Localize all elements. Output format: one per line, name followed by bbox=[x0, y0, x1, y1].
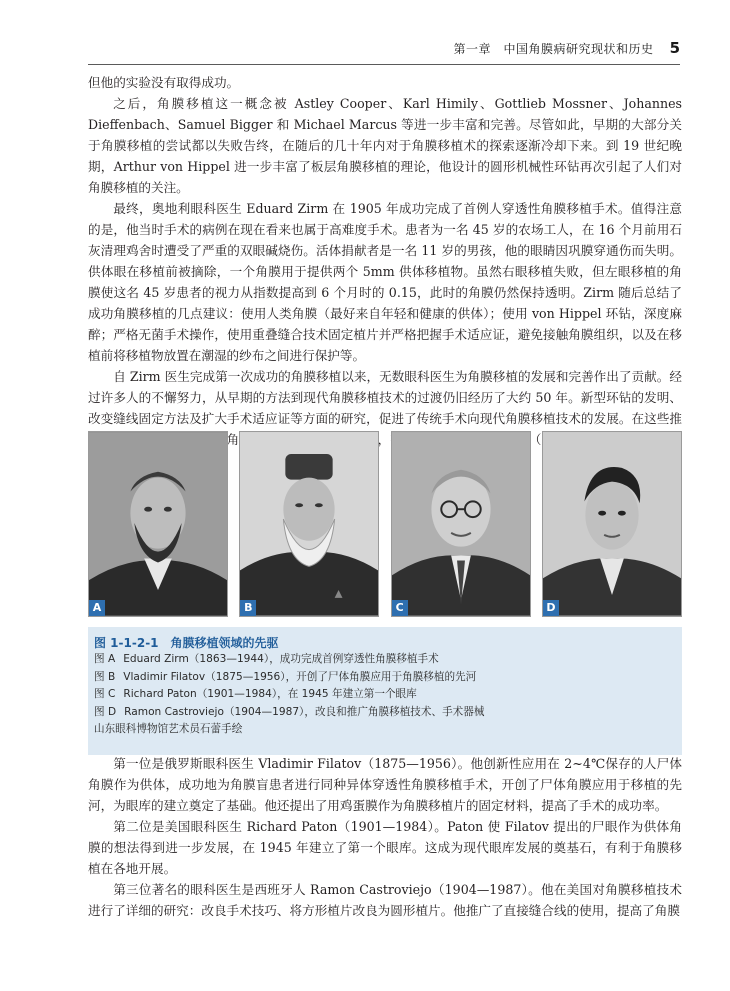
paragraph: 第一位是俄罗斯眼科医生 Vladimir Filatov（1875—1956）。他创新性应用在 2~4℃保存的人尸体角膜作为供体，成功地为角膜盲患者进行同种异体穿透性角膜移植手术，开创了尸体角膜应用于移植的先河，为眼库的建立奠定了基础。他还提出了用鸡蛋膜作为角膜移植片的固定材料，提高了手术的成功率。 bbox=[88, 756, 682, 813]
page-number: 5 bbox=[669, 39, 680, 57]
caption-key: 图 B bbox=[94, 670, 116, 683]
figure-title: 角膜移植领域的先驱 bbox=[170, 635, 279, 650]
photo-label-b: B bbox=[240, 600, 256, 616]
body-text-top bbox=[88, 72, 682, 450]
caption-key: 图 D bbox=[94, 705, 117, 718]
body-text-bottom bbox=[88, 753, 682, 921]
caption-text: Richard Paton（1901—1984），在 1945 年建立第一个眼库 bbox=[123, 688, 417, 701]
caption-line bbox=[94, 704, 672, 722]
photo-label-a: A bbox=[89, 600, 105, 616]
figure-photos bbox=[88, 431, 682, 617]
paragraph: 第三位著名的眼科医生是西班牙人 Ramon Castroviejo（1904—1987）。他在美国对角膜移植技术进行了详细的研究：改良手术技巧、将方形植片改良为圆形植片。他推广了直接缝合线的使用，提高了角膜 bbox=[88, 882, 682, 918]
running-header bbox=[0, 0, 730, 72]
photo-label-c: C bbox=[392, 600, 408, 616]
caption-line bbox=[94, 651, 672, 669]
paragraph: 但他的实验没有取得成功。 bbox=[88, 75, 240, 90]
figure-number: 图 1-1-2-1 bbox=[94, 635, 159, 650]
photo-label-d: D bbox=[543, 600, 559, 616]
paragraph: 自 Zirm 医生完成第一次成功的角膜移植以来，无数眼科医生为角膜移植的发展和完善作出了贡献。经过许多人的不懈努力，从早期的方法到现代角膜移植技术的过渡仍旧经历了大约 50 年。新型环钻的发明、改变缝线固定方法及扩大手术适应证等方面的研究，促进了传统手术向现代角膜移植技术的发展。在这些推 代角膜 中，有 提（图 bbox=[88, 369, 682, 447]
portrait-a bbox=[88, 431, 228, 617]
chapter-title: 第一章 中国角膜病研究现状和历史 bbox=[453, 41, 654, 56]
portrait-b bbox=[239, 431, 379, 617]
caption-text: Vladimir Filatov（1875—1956），开创了尸体角膜应用于角膜移植的先河 bbox=[123, 670, 477, 683]
portrait-c-drawing bbox=[392, 432, 530, 616]
caption-line bbox=[94, 686, 672, 704]
caption-line bbox=[94, 669, 672, 687]
caption-credit: 山东眼科博物馆艺术员石蕾手绘 bbox=[94, 723, 243, 736]
caption-key: 图 C bbox=[94, 688, 116, 701]
caption-text: Eduard Zirm（1863—1944），成功完成首例穿透性角膜移植手术 bbox=[123, 653, 439, 665]
paragraph: 最终，奥地利眼科医生 Eduard Zirm 在 1905 年成功完成了首例人穿透性角膜移植手术。值得注意的是，他当时手术的病例在现在看来也属于高难度手术。患者为一名 45 岁的农场工人，在 16 个月前用石灰清理鸡舍时遭受了严重的双眼碱烧伤。活体捐献者是一名 11 岁的男孩，他的眼睛因巩膜穿通伤而失明。供体眼在移植前被摘除，一个角膜用于提供两个 5mm 供体移植物。虽然右眼移植失败，但左眼移植的角膜使这名 45 岁患者的视力从指数提高到 6 个月时的 0.15，此时的角膜仍然保持透明。Zirm 随后总结了成功角膜移植的几点建议：使用人类角膜（最好来自年轻和健康的供体）；使用 von Hippel 环钻，深度麻醉；严格无菌手术操作，使用重叠缝合技术固定植片并严格把握手术适应证，避免接触角膜组织，以及在移植前将移植物放置在潮湿的纱布之间进行保护等。 bbox=[88, 201, 682, 363]
portrait-c bbox=[391, 431, 531, 617]
paragraph: 之后，角膜移植这一概念被 Astley Cooper、Karl Himily、Gottlieb Mossner、Johannes Dieffenbach、Samuel Bigger 和 Michael Marcus 等进一步丰富和完善。尽管如此，早期的大部分关于角膜移植的尝试都以失败告终，在随后的几十年内对于角膜移植术的探索逐渐冷却下来。到 19 世纪晚期，Arthur von Hippel 进一步丰富了板层角膜移植的理论，他设计的圆形机械性环钻再次引起了人们对角膜移植的关注。 bbox=[88, 96, 682, 195]
caption-title bbox=[94, 633, 672, 651]
portrait-b-drawing bbox=[240, 432, 378, 616]
header-rule bbox=[88, 64, 680, 65]
portrait-d-drawing bbox=[543, 432, 681, 616]
portrait-d bbox=[542, 431, 682, 617]
portrait-a-drawing bbox=[89, 432, 227, 616]
caption-text: Ramon Castroviejo（1904—1987），改良和推广角膜移植技术、手术器械 bbox=[124, 705, 485, 718]
caption-key: 图 A bbox=[94, 653, 116, 665]
figure-caption bbox=[88, 627, 682, 755]
figure bbox=[88, 431, 682, 755]
paragraph: 第二位是美国眼科医生 Richard Paton（1901—1984）。Paton 使 Filatov 提出的尸眼作为供体角膜的想法得到进一步发展，在 1945 年建立了第一个眼库。这成为现代眼库发展的奠基石，有利于角膜移植在各地开展。 bbox=[88, 819, 682, 876]
